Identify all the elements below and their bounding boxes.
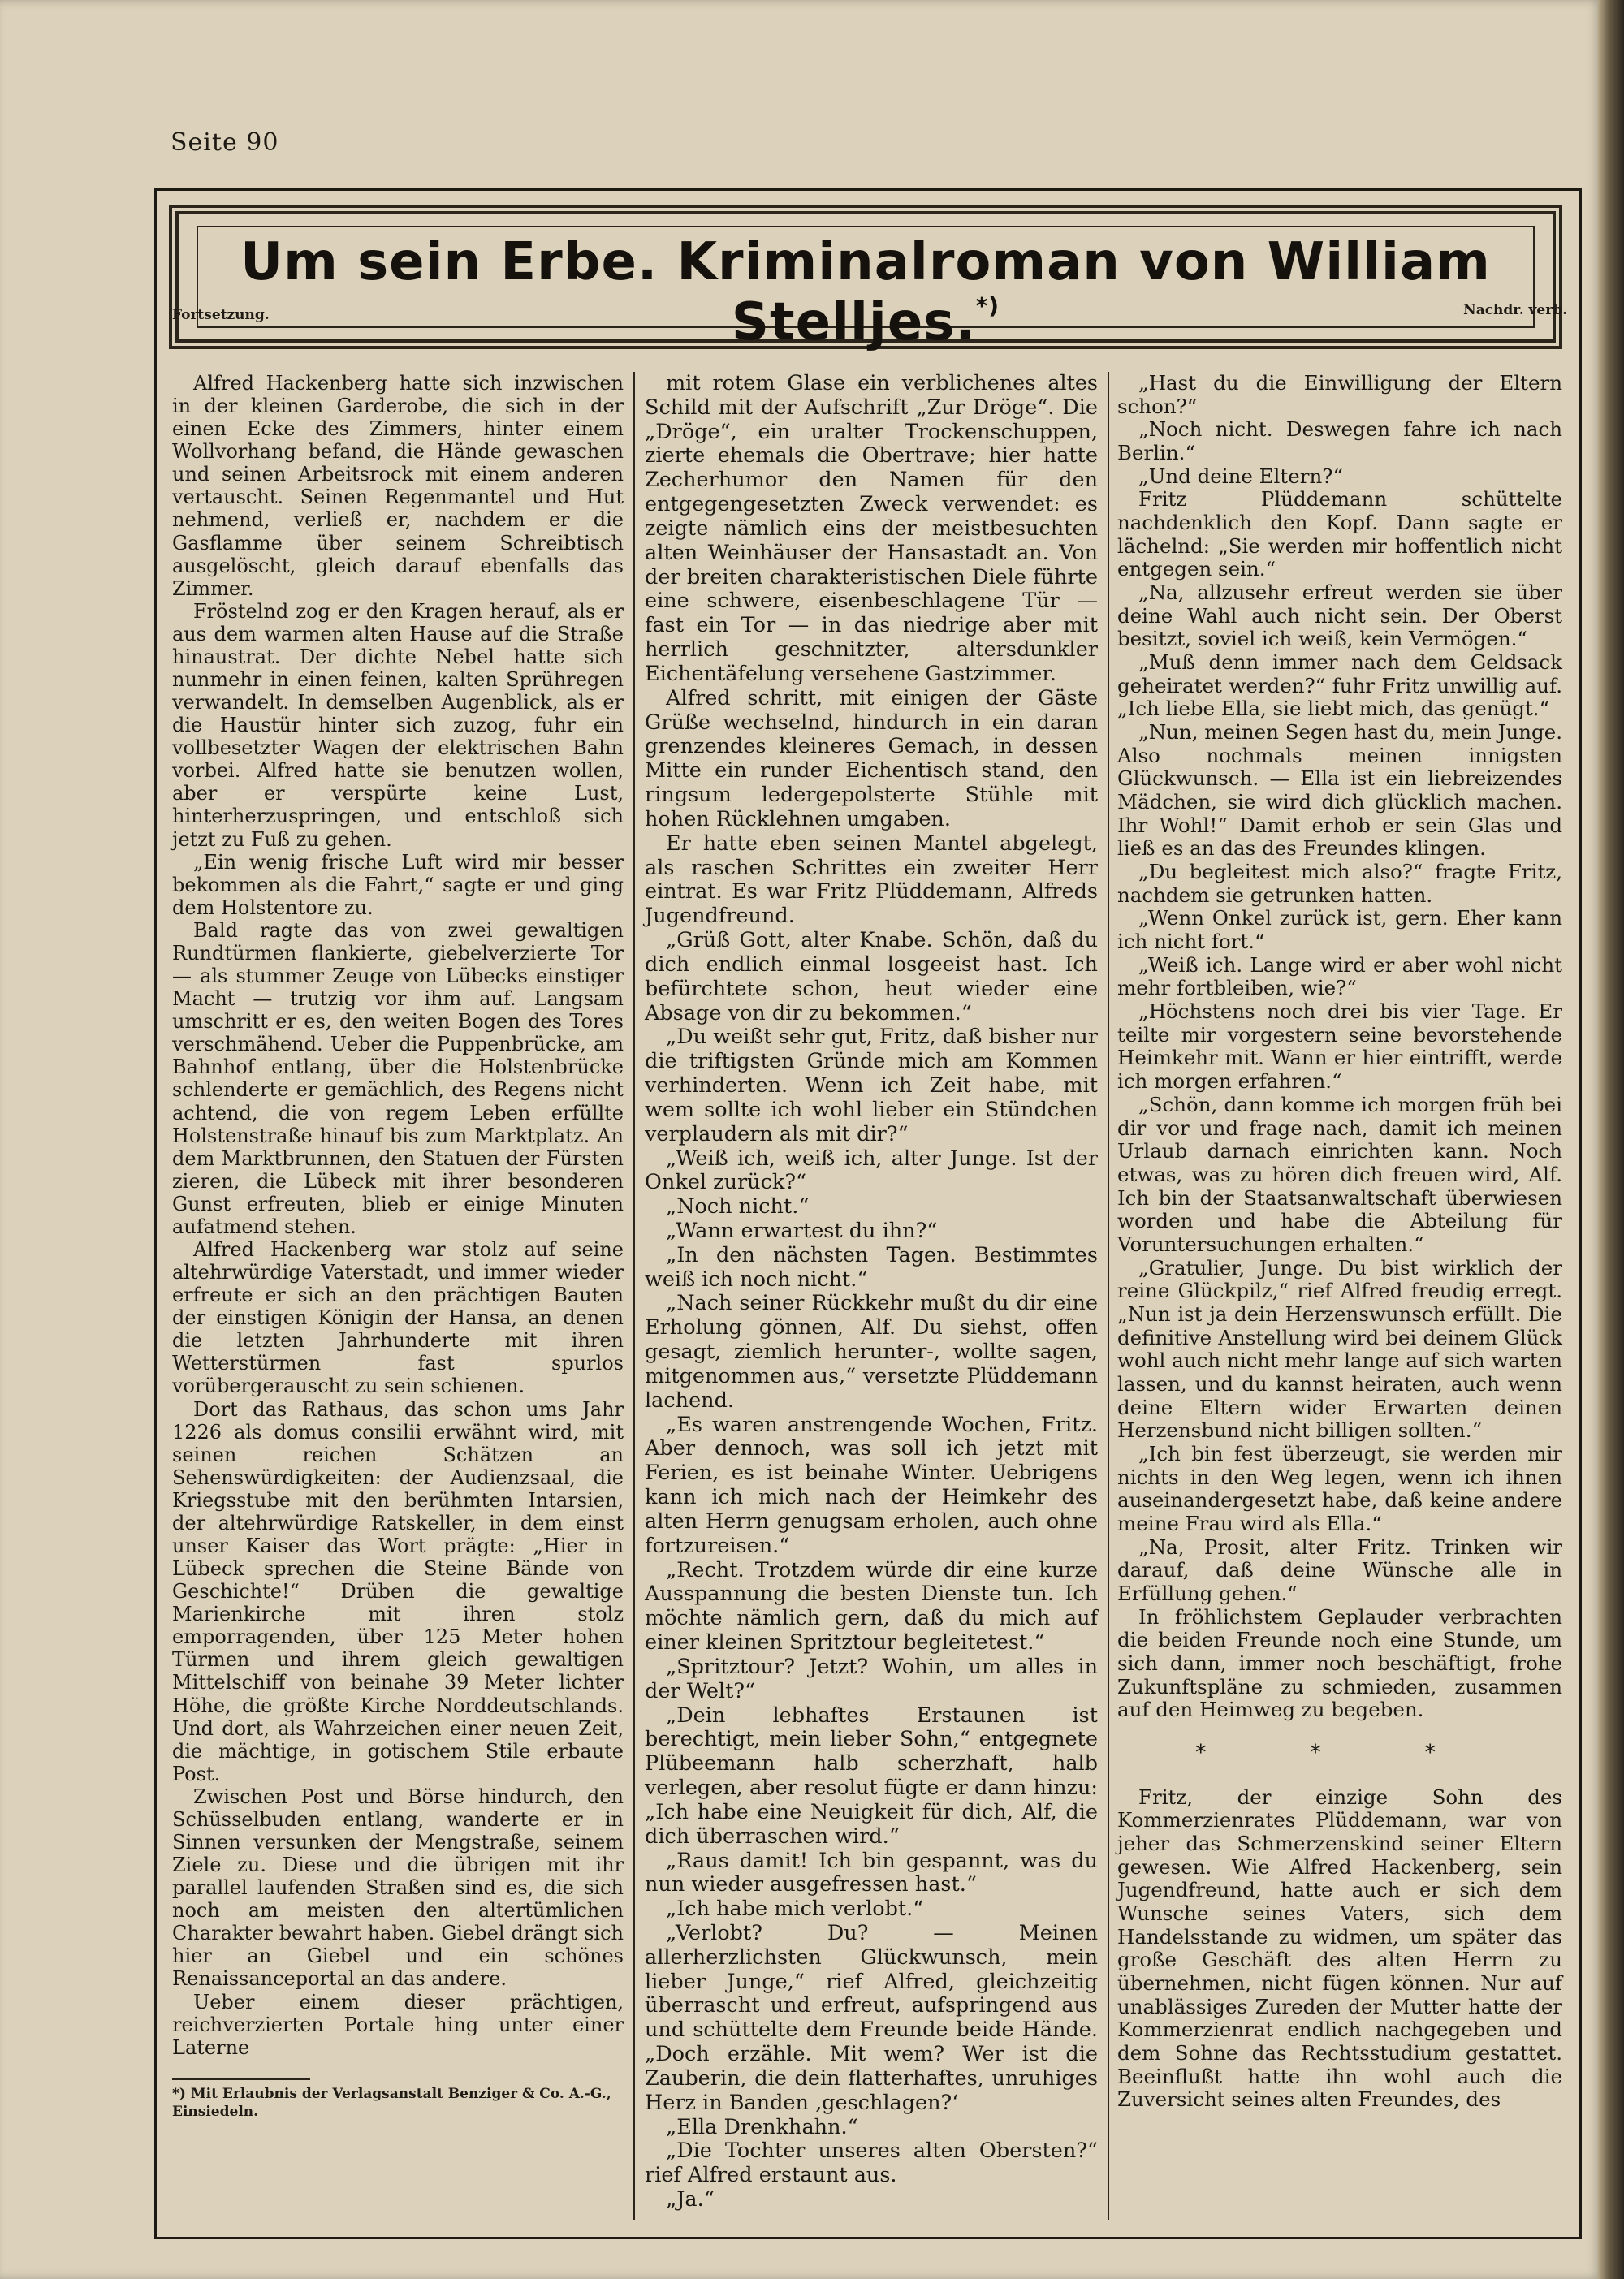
paragraph: „Ein wenig frische Luft wird mir besser bekommen als die Fahrt,“ sagte er und ging dem Holstentore zu.: [172, 850, 624, 919]
column-1: [172, 372, 624, 2059]
paragraph: In fröhlichstem Geplauder verbrachten die beiden Freunde noch eine Stunde, um sich dann, immer noch beschäftigt, frohe Zukunftspläne zu schmieden, zusammen auf den Heimweg zu begeben.: [1117, 1604, 1562, 1722]
column-rule: [633, 372, 635, 2220]
paragraph: „Noch nicht. Deswegen fahre ich nach Berlin.“: [1117, 417, 1562, 465]
paragraph: „Und deine Eltern?“: [1138, 464, 1343, 488]
footnote-rule: [172, 2078, 310, 2080]
paragraph: „Na, allzusehr erfreut werden sie über deine Wahl auch nicht sein. Der Oberst besitzt, soviel ich weiß, kein Vermögen.“: [1117, 581, 1562, 651]
paragraph: „Weiß ich, weiß ich, alter Junge. Ist der Onkel zurück?“: [645, 1146, 1098, 1195]
paragraph: Fritz, der einzige Sohn des Kommerzienrates Plüddemann, war von jeher das Schmerzenskind seiner Eltern gewesen. Wie Alfred Hackenberg, sein Jugendfreund, hatte auch er sich dem Wunsche seines Vaters, sich dem Handelsstande zu widmen, um später das große Geschäft des alten Herrn zu übernehmen, nicht fügen können. Nur auf unablässiges Zureden der Mutter hatte der Kommerzienrat endlich nachgegeben und dem Sohne das Rechtsstudium gestattet. Beeinflußt hatte ihn wohl auch die Zuversicht seines alten Freundes, des: [1117, 1785, 1562, 2112]
paragraph: „Wenn Onkel zurück ist, gern. Eher kann ich nicht fort.“: [1117, 906, 1562, 954]
paragraph: „Na, Prosit, alter Fritz. Trinken wir darauf, daß deine Wünsche alle in Erfüllung gehen.“: [1117, 1534, 1562, 1605]
headline-text: Um sein Erbe. Kriminalroman von William Stelljes.: [240, 232, 1491, 352]
headline: [179, 232, 1553, 352]
paragraph: „Hast du die Einwilligung der Eltern schon?“: [1117, 371, 1562, 418]
paragraph: „Ich bin fest überzeugt, sie werden mir nichts in den Weg legen, wenn ich ihnen auseinandergesetzt habe, daß keine andere meine Frau wird als Ella.“: [1117, 1441, 1562, 1535]
reprint-note: Nachdr. verb.: [1463, 302, 1567, 318]
paragraph: „Noch nicht.“: [666, 1194, 810, 1219]
paragraph: „Nach seiner Rückkehr mußt du dir eine Erholung gönnen, Alf. Du siehst, offen gesagt, ziemlich herunter-, wollte sagen, mitgenommen aus,“ versetzte Plüddemann lachend.: [645, 1291, 1098, 1413]
page-number: Seite 90: [171, 128, 279, 157]
paragraph: Zwischen Post und Börse hindurch, den Schüsselbuden entlang, wanderte er in Sinnen versunken der Mengstraße, seinem Ziele zu. Diese und die übrigen mit ihr parallel laufenden Straßen sind es, die sich noch am meisten den altertümlichen Charakter bewahrt haben. Giebel drängt sich hier an Giebel und ein schönes Renaissanceportal an das andere.: [172, 1785, 624, 1991]
paragraph: „Gratulier, Junge. Du bist wirklich der reine Glückpilz,“ rief Alfred freudig erregt. „Nun ist ja dein Herzenswunsch erfüllt. Die definitive Anstellung wird bei deinem Glück wohl auch nicht mehr lange auf sich warten lassen, und du kannst heiraten, auch wenn deine Eltern wider Erwarten deinen Herzensbund nicht billigen sollten.“: [1117, 1255, 1562, 1443]
paragraph: „Du weißt sehr gut, Fritz, daß bisher nur die triftigsten Gründe mich am Kommen verhinderten. Wenn ich Zeit habe, mit wem sollte ich wohl lieber ein Stündchen verplaudern als mit dir?“: [645, 1025, 1098, 1146]
paragraph: „Verlobt? Du? — Meinen allerherzlichsten Glückwunsch, mein lieber Junge,“ rief Alfred, gleichzeitig überrascht und erfreut, aufspringend aus und schüttelte dem Freunde beide Hände. „Doch erzähle. Mit wem? Wer ist die Zauberin, die dein flatterhaftes, unruhiges Herz in Banden ‚geschlagen?‘: [645, 1921, 1098, 2115]
paragraph: Alfred schritt, mit einigen der Gäste Grüße wechselnd, hindurch in ein daran grenzendes kleineres Gemach, in dessen Mitte ein runder Eichentisch stand, den ringsum ledergepolsterte Stühle mit hohen Rücklehnen umgaben.: [645, 685, 1098, 831]
paragraph: „Spritztour? Jetzt? Wohin, um alles in der Welt?“: [645, 1654, 1098, 1703]
paragraph: „Ja.“: [666, 2187, 715, 2212]
headline-footnote-mark: *): [975, 292, 1000, 319]
paragraph: Ueber einem dieser prächtigen, reichverzierten Portale hing unter einer Laterne: [172, 1990, 624, 2059]
section-divider: * * *: [1195, 1740, 1484, 1765]
paragraph: Alfred Hackenberg hatte sich inzwischen in der kleinen Garderobe, die sich in der einen Ecke des Zimmers, hinter einem Wollvorhang befand, die Hände gewaschen und seinen Arbeitsrock mit einem anderen vertauscht. Seinen Regenmantel und Hut nehmend, verließ er, nachdem er die Gasflamme über seinem Schreibtisch ausgelöscht, gleich darauf ebenfalls das Zimmer.: [172, 372, 624, 600]
paragraph: „Wann erwartest du ihn?“: [666, 1218, 938, 1243]
paragraph: „Recht. Trotzdem würde dir eine kurze Ausspannung die besten Dienste tun. Ich möchte nämlich gern, daß du mich auf einer kleinen Spritztour begleitetest.“: [645, 1557, 1098, 1655]
paragraph: „Dein lebhaftes Erstaunen ist berechtigt, mein lieber Sohn,“ entgegnete Plübeemann halb scherzhaft, halb verlegen, aber resolut fügte er dann hinzu: „Ich habe eine Neuigkeit für dich, Alf, die dich überraschen wird.“: [645, 1703, 1098, 1849]
paragraph: „Ich habe mich verlobt.“: [666, 1897, 924, 1922]
paragraph: „Muß denn immer nach dem Geldsack geheiratet werden?“ fuhr Fritz unwillig auf. „Ich liebe Ella, sie liebt mich, das genügt.“: [1117, 650, 1562, 721]
book-spine: [1598, 0, 1624, 2279]
paragraph: Fröstelnd zog er den Kragen herauf, als er aus dem warmen alten Hause auf die Straße hinaustrat. Der dichte Nebel hatte sich nunmehr in einen feinen, kalten Sprühregen verwandelt. In demselben Augenblick, als er die Haustür hinter sich zuzog, fuhr ein vollbesetzter Wagen der elektrischen Bahn vorbei. Alfred hatte sie benutzen wollen, aber er verspürte keine Lust, hinterherzuspringen, und entschloß sich jetzt zu Fuß zu gehen.: [172, 599, 624, 851]
paragraph: Dort das Rathaus, das schon ums Jahr 1226 als domus consilii erwähnt wird, mit seinen reichen Schätzen an Sehenswürdigkeiten: der Audienzsaal, die Kriegsstube mit den berühmten Intarsien, der altehrwürdige Ratskeller, in dem einst unser Kaiser das Wort prägte: „Hier in Lübeck sprechen die Steine Bände von Geschichte!“ Drüben die gewaltige Marienkirche mit ihren stolz emporragenden, über 125 Meter hohen Türmen und ihrem gleich gewaltigen Mittelschiff von beinahe 39 Meter lichter Höhe, die größte Kirche Norddeutschlands. Und dort, als Wahrzeichen einer neuen Zeit, die mächtige, in gotischem Stile erbaute Post.: [172, 1397, 624, 1785]
column-2: [645, 372, 1098, 2212]
column-rule: [1108, 372, 1109, 2220]
paragraph: „Die Tochter unseres alten Obersten?“ rief Alfred erstaunt aus.: [645, 2139, 1098, 2188]
paragraph: Alfred Hackenberg war stolz auf seine altehrwürdige Vaterstadt, und immer wieder erfreute er sich an den prächtigen Bauten der einstigen Königin der Hansa, an denen die letzten Jahrhunderte mit ihren Wetterstürmen fast spurlos vorübergerauscht zu sein schienen.: [172, 1237, 624, 1398]
paragraph: Bald ragte das von zwei gewaltigen Rundtürmen flankierte, giebelverzierte Tor — als stummer Zeuge von Lübecks einstiger Macht — trutzig vor ihm auf. Langsam umschritt er es, den weiten Bogen des Tores verschmähend. Ueber die Puppenbrücke, am Bahnhof entlang, über die Holstenbrücke schlenderte er gemächlich, des Regens nicht achtend, die von regem Leben erfüllte Holstenstraße hinauf bis zum Marktplatz. An dem Marktbrunnen, den Statuen der Fürsten zieren, die Lübeck mit ihrer besonderen Gunst erfreuten, blieb er einige Minuten aufatmend stehen.: [172, 918, 624, 1238]
paragraph: Fritz Plüddemann schüttelte nachdenklich den Kopf. Dann sagte er lächelnd: „Sie werden mir hoffentlich nicht entgegen sein.“: [1117, 487, 1562, 581]
paragraph: „Grüß Gott, alter Knabe. Schön, daß du dich endlich einmal losgeeist hast. Ich befürchtete schon, heut wieder eine Absage von dir zu bekommen.“: [645, 928, 1098, 1025]
paragraph: „Es waren anstrengende Wochen, Fritz. Aber dennoch, was soll ich jetzt mit Ferien, es ist beinahe Winter. Uebrigens kann ich mich nach der Heimkehr des alten Herrn genugsam erholen, auch ohne fortzureisen.“: [645, 1412, 1098, 1558]
column-3: [1117, 372, 1562, 2112]
paragraph: „Du begleitest mich also?“ fragte Fritz, nachdem sie getrunken hatten.: [1117, 860, 1562, 907]
continued-label: Fortsetzung.: [172, 307, 270, 323]
paragraph: Er hatte eben seinen Mantel abgelegt, als raschen Schrittes ein zweiter Herr eintrat. Es war Fritz Plüddemann, Alfreds Jugendfreund.: [645, 831, 1098, 929]
paragraph: mit rotem Glase ein verblichenes altes Schild mit der Aufschrift „Zur Dröge“. Die „Dröge“, ein uralter Trockenschuppen, zierte ehemals die Obertrave; hier hatte Zecherhumor den Namen für den entgegengesetzten Zweck verwendet: es zeigte nämlich eins der meistbesuchten alten Weinhäuser der Hansastadt an. Von der breiten charakteristischen Diele führte eine schwere, eisenbeschlagene Tür — fast ein Tor — in das niedrige aber mit herrlich geschnitzter, altersdunkler Eichentäfelung versehene Gastzimmer.: [645, 371, 1098, 686]
paragraph: „Höchstens noch drei bis vier Tage. Er teilte mir vorgestern seine bevorstehende Heimkehr mit. Wann er hier eintrifft, werde ich morgen erfahren.“: [1117, 999, 1562, 1094]
paragraph: „Schön, dann komme ich morgen früh bei dir vor und frage nach, damit ich meinen Urlaub darnach einrichten kann. Noch etwas, was zu hören dich freuen wird, Alf. Ich bin der Staatsanwaltschaft überwiesen worden und habe die Abteilung für Voruntersuchungen erhalten.“: [1117, 1092, 1562, 1256]
paragraph: „In den nächsten Tagen. Bestimmtes weiß ich noch nicht.“: [645, 1242, 1098, 1292]
paragraph: „Ella Drenkhahn.“: [666, 2114, 858, 2139]
headline-box: [169, 205, 1562, 352]
footnote: *) Mit Erlaubnis der Verlagsanstalt Benziger & Co. A.-G., Einsiedeln.: [172, 2086, 611, 2120]
paragraph: „Weiß ich. Lange wird er aber wohl nicht mehr fortbleiben, wie?“: [1117, 952, 1562, 1000]
paragraph: „Raus damit! Ich bin gespannt, was du nun wieder ausgefressen hast.“: [645, 1848, 1098, 1897]
paragraph: „Nun, meinen Segen hast du, mein Junge. Also nochmals meinen innigsten Glückwunsch. — Ella ist ein liebreizendes Mädchen, sie wird dich glücklich machen. Ihr Wohl!“ Damit erhob er sein Glas und ließ es an das des Freundes klingen.: [1117, 720, 1562, 861]
